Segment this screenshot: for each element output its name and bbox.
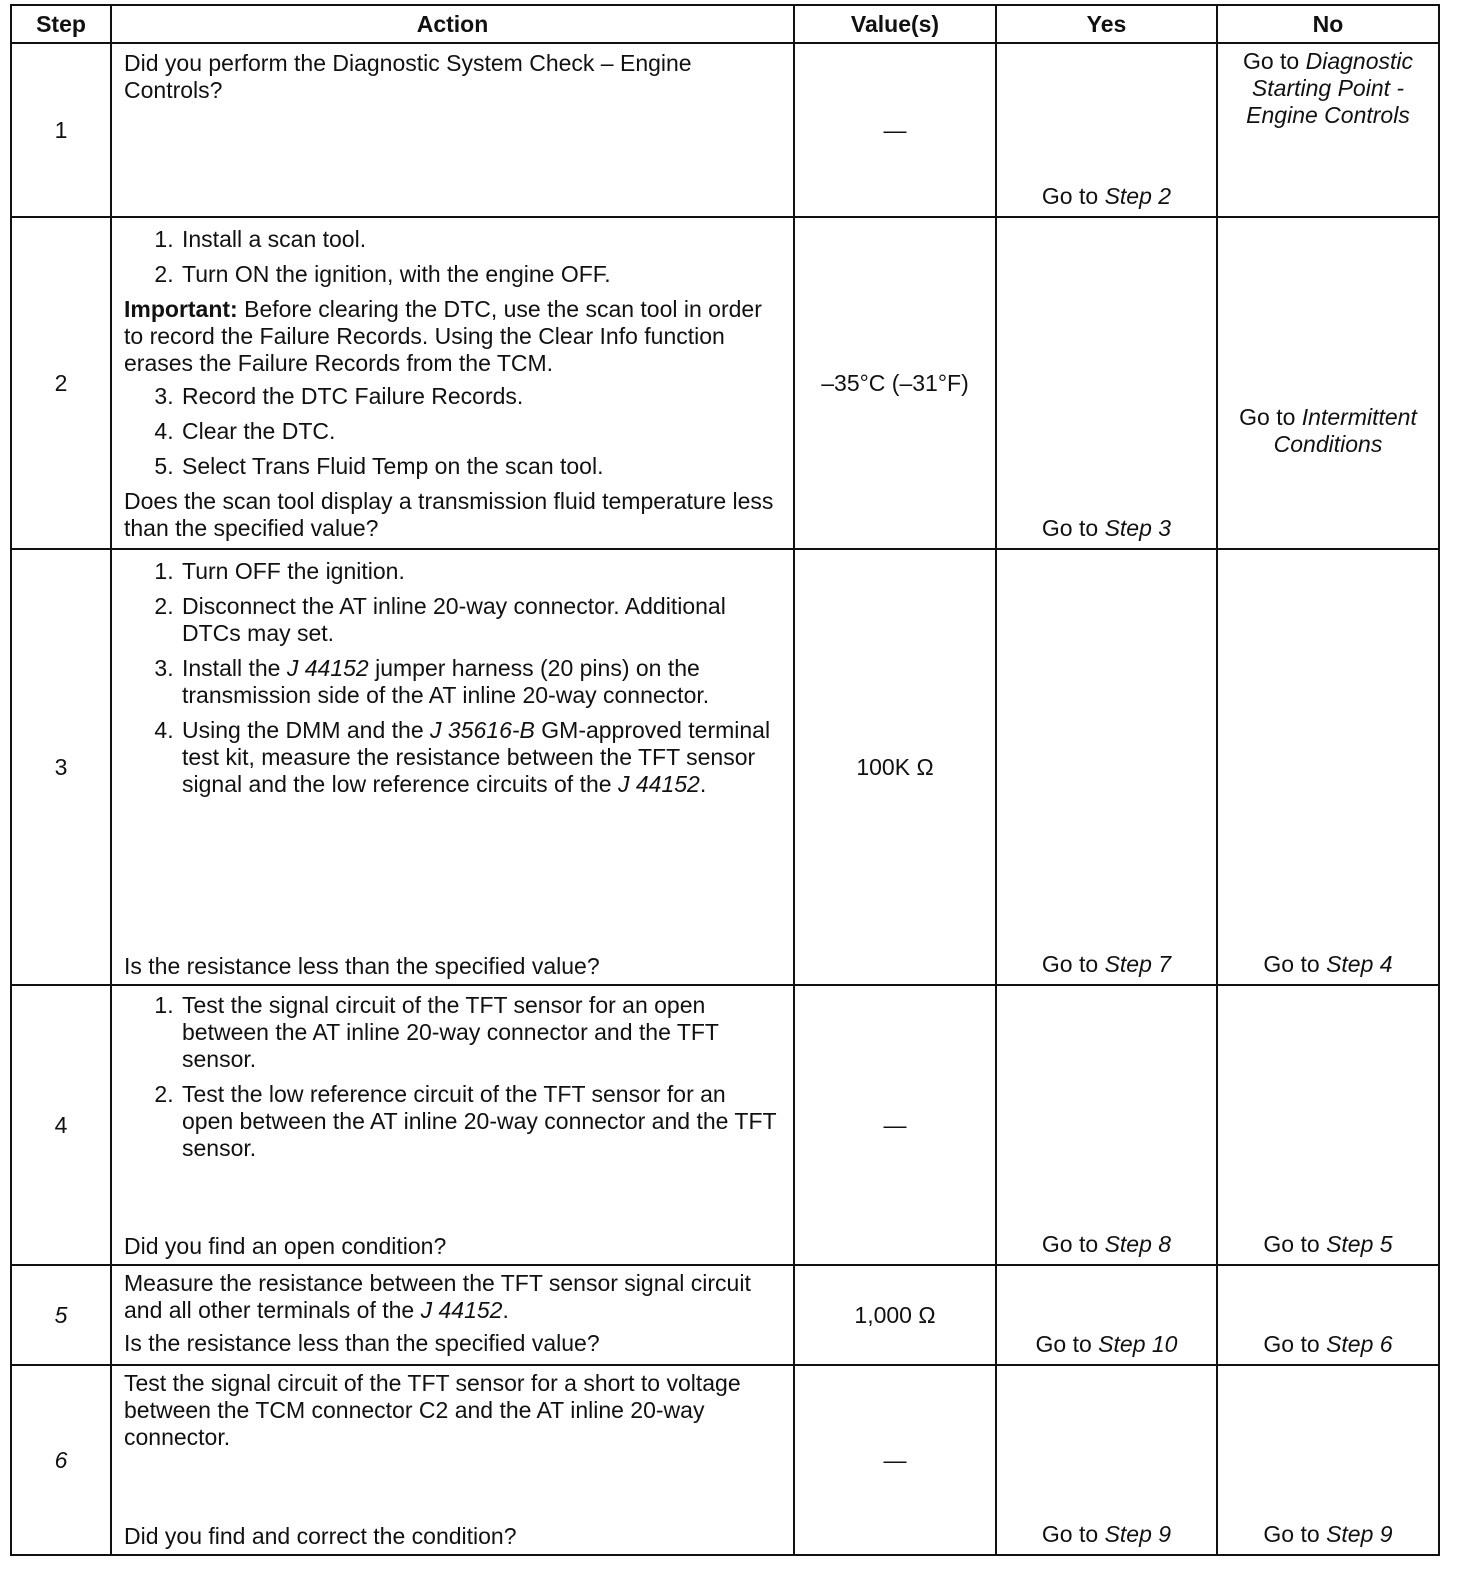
header-values: Value(s) — [794, 5, 996, 43]
table-row — [11, 1365, 1439, 1555]
list-item: 1. Turn OFF the ignition. — [180, 558, 783, 585]
action-text: Test the signal circuit of the TFT sensor for a short to voltage between the TCM connector C2 and the AT inline 20-way connector. — [124, 1370, 741, 1450]
value-cell: — — [794, 43, 996, 217]
list-item — [180, 717, 783, 798]
yes-cell — [996, 1365, 1217, 1555]
text-fragment: jumper harness (20 pins) on the transmission side of the AT inline 20-way connector. — [182, 655, 710, 708]
text-fragment: Measure the resistance between the TFT sensor signal circuit and all other terminals of the — [124, 1270, 751, 1323]
action-cell — [111, 43, 794, 217]
list-item: 1. Install a scan tool. — [180, 226, 783, 253]
step-number: 6 — [11, 1365, 111, 1555]
step-number: 2 — [11, 217, 111, 549]
important-label: Important: — [124, 296, 238, 322]
step-list — [124, 992, 783, 1162]
yes-cell — [996, 217, 1217, 549]
tool-ref: J 35616-B — [430, 717, 535, 743]
question-text: Did you find and correct the condition? — [124, 1523, 517, 1549]
list-item: 5. Select Trans Fluid Temp on the scan tool. — [180, 453, 783, 480]
yes-cell — [996, 43, 1217, 217]
yes-step-link[interactable]: Step 8 — [1104, 1231, 1172, 1257]
no-prefix: Go to — [1263, 1231, 1327, 1257]
no-step-link[interactable]: Step 6 — [1326, 1331, 1393, 1357]
yes-step-link[interactable]: Step 9 — [1104, 1521, 1172, 1547]
text-fragment: . — [699, 771, 707, 797]
diagnostic-table — [10, 4, 1440, 1556]
yes-prefix: Go to — [1041, 951, 1105, 977]
list-item: 3. Record the DTC Failure Records. — [180, 383, 783, 410]
step-list — [124, 226, 783, 288]
value-cell: — — [794, 985, 996, 1265]
action-cell — [111, 1265, 794, 1365]
value-cell: — — [794, 1365, 996, 1555]
yes-step-link[interactable]: Step 3 — [1104, 515, 1172, 541]
table-row — [11, 985, 1439, 1265]
no-step-link[interactable]: Step 5 — [1326, 1231, 1393, 1257]
yes-prefix: Go to — [1041, 1231, 1105, 1257]
header-action: Action — [111, 5, 794, 43]
yes-prefix: Go to — [1035, 1331, 1099, 1357]
no-cell — [1217, 985, 1439, 1265]
text-fragment: . — [502, 1297, 509, 1323]
text-fragment: Install the — [182, 655, 287, 681]
step-list — [124, 558, 783, 798]
step-number: 3 — [11, 549, 111, 985]
action-cell — [111, 217, 794, 549]
tool-ref: J 44152 — [617, 771, 700, 797]
tool-ref: J 44152 — [286, 655, 369, 681]
header-step: Step — [11, 5, 111, 43]
no-cell — [1217, 1365, 1439, 1555]
step-number: 5 — [11, 1265, 111, 1365]
no-prefix: Go to — [1263, 1521, 1327, 1547]
important-text: Before clearing the DTC, use the scan tool in order to record the Failure Records. Using the Clear Info function erases the Failure Records from the TCM. — [124, 296, 762, 376]
yes-cell — [996, 549, 1217, 985]
header-row — [11, 5, 1439, 43]
yes-prefix: Go to — [1041, 1521, 1105, 1547]
list-item — [180, 655, 783, 709]
yes-cell — [996, 1265, 1217, 1365]
table-row — [11, 43, 1439, 217]
no-cell — [1217, 217, 1439, 549]
no-cell — [1217, 549, 1439, 985]
action-cell — [111, 549, 794, 985]
yes-step-link[interactable]: Step 10 — [1098, 1331, 1178, 1357]
value-cell: 1,000 Ω — [794, 1265, 996, 1365]
important-note — [124, 296, 783, 377]
table-row — [11, 217, 1439, 549]
no-cell — [1217, 1265, 1439, 1365]
header-yes: Yes — [996, 5, 1217, 43]
list-item: 4. Clear the DTC. — [180, 418, 783, 445]
question-text: Is the resistance less than the specified value? — [124, 1330, 600, 1356]
yes-cell — [996, 985, 1217, 1265]
list-item: 2. Turn ON the ignition, with the engine OFF. — [180, 261, 783, 288]
text-fragment: GM-approved terminal test kit, measure the resistance between the TFT sensor signal and the low reference circuits of the — [182, 717, 771, 797]
action-text: Did you perform the Diagnostic System Check – Engine Controls? — [124, 50, 692, 103]
table-row — [11, 1265, 1439, 1365]
header-no: No — [1217, 5, 1439, 43]
list-item: 2. Test the low reference circuit of the TFT sensor for an open between the AT inline 20-way connector and the TFT sensor. — [180, 1081, 783, 1162]
yes-prefix: Go to — [1041, 515, 1105, 541]
no-step-link[interactable]: Intermittent Conditions — [1273, 404, 1417, 457]
list-item: 1. Test the signal circuit of the TFT sensor for an open between the AT inline 20-way connector and the TFT sensor. — [180, 992, 783, 1073]
action-text — [124, 1270, 783, 1324]
no-step-link[interactable]: Diagnostic Starting Point - Engine Controls — [1246, 48, 1414, 128]
action-cell — [111, 1365, 794, 1555]
question-text: Is the resistance less than the specified value? — [124, 953, 600, 979]
table-row — [11, 549, 1439, 985]
yes-prefix: Go to — [1041, 183, 1105, 209]
no-step-link[interactable]: Step 9 — [1326, 1521, 1393, 1547]
no-prefix: Go to — [1263, 1331, 1327, 1357]
no-prefix: Go to — [1239, 404, 1302, 430]
list-item: 2. Disconnect the AT inline 20-way connector. Additional DTCs may set. — [180, 593, 783, 647]
question-text: Did you find an open condition? — [124, 1233, 447, 1259]
question-text: Does the scan tool display a transmission fluid temperature less than the specified value? — [124, 488, 774, 541]
no-prefix: Go to — [1242, 48, 1306, 74]
no-cell — [1217, 43, 1439, 217]
yes-step-link[interactable]: Step 7 — [1104, 951, 1172, 977]
no-prefix: Go to — [1263, 951, 1327, 977]
step-list — [124, 383, 783, 480]
value-cell: 100K Ω — [794, 549, 996, 985]
tool-ref: J 44152 — [420, 1297, 503, 1323]
yes-step-link[interactable]: Step 2 — [1104, 183, 1172, 209]
text-fragment: Using the DMM and the — [182, 717, 431, 743]
no-step-link[interactable]: Step 4 — [1326, 951, 1393, 977]
step-number: 4 — [11, 985, 111, 1265]
value-cell: –35°C (–31°F) — [794, 217, 996, 549]
step-number: 1 — [11, 43, 111, 217]
action-cell — [111, 985, 794, 1265]
